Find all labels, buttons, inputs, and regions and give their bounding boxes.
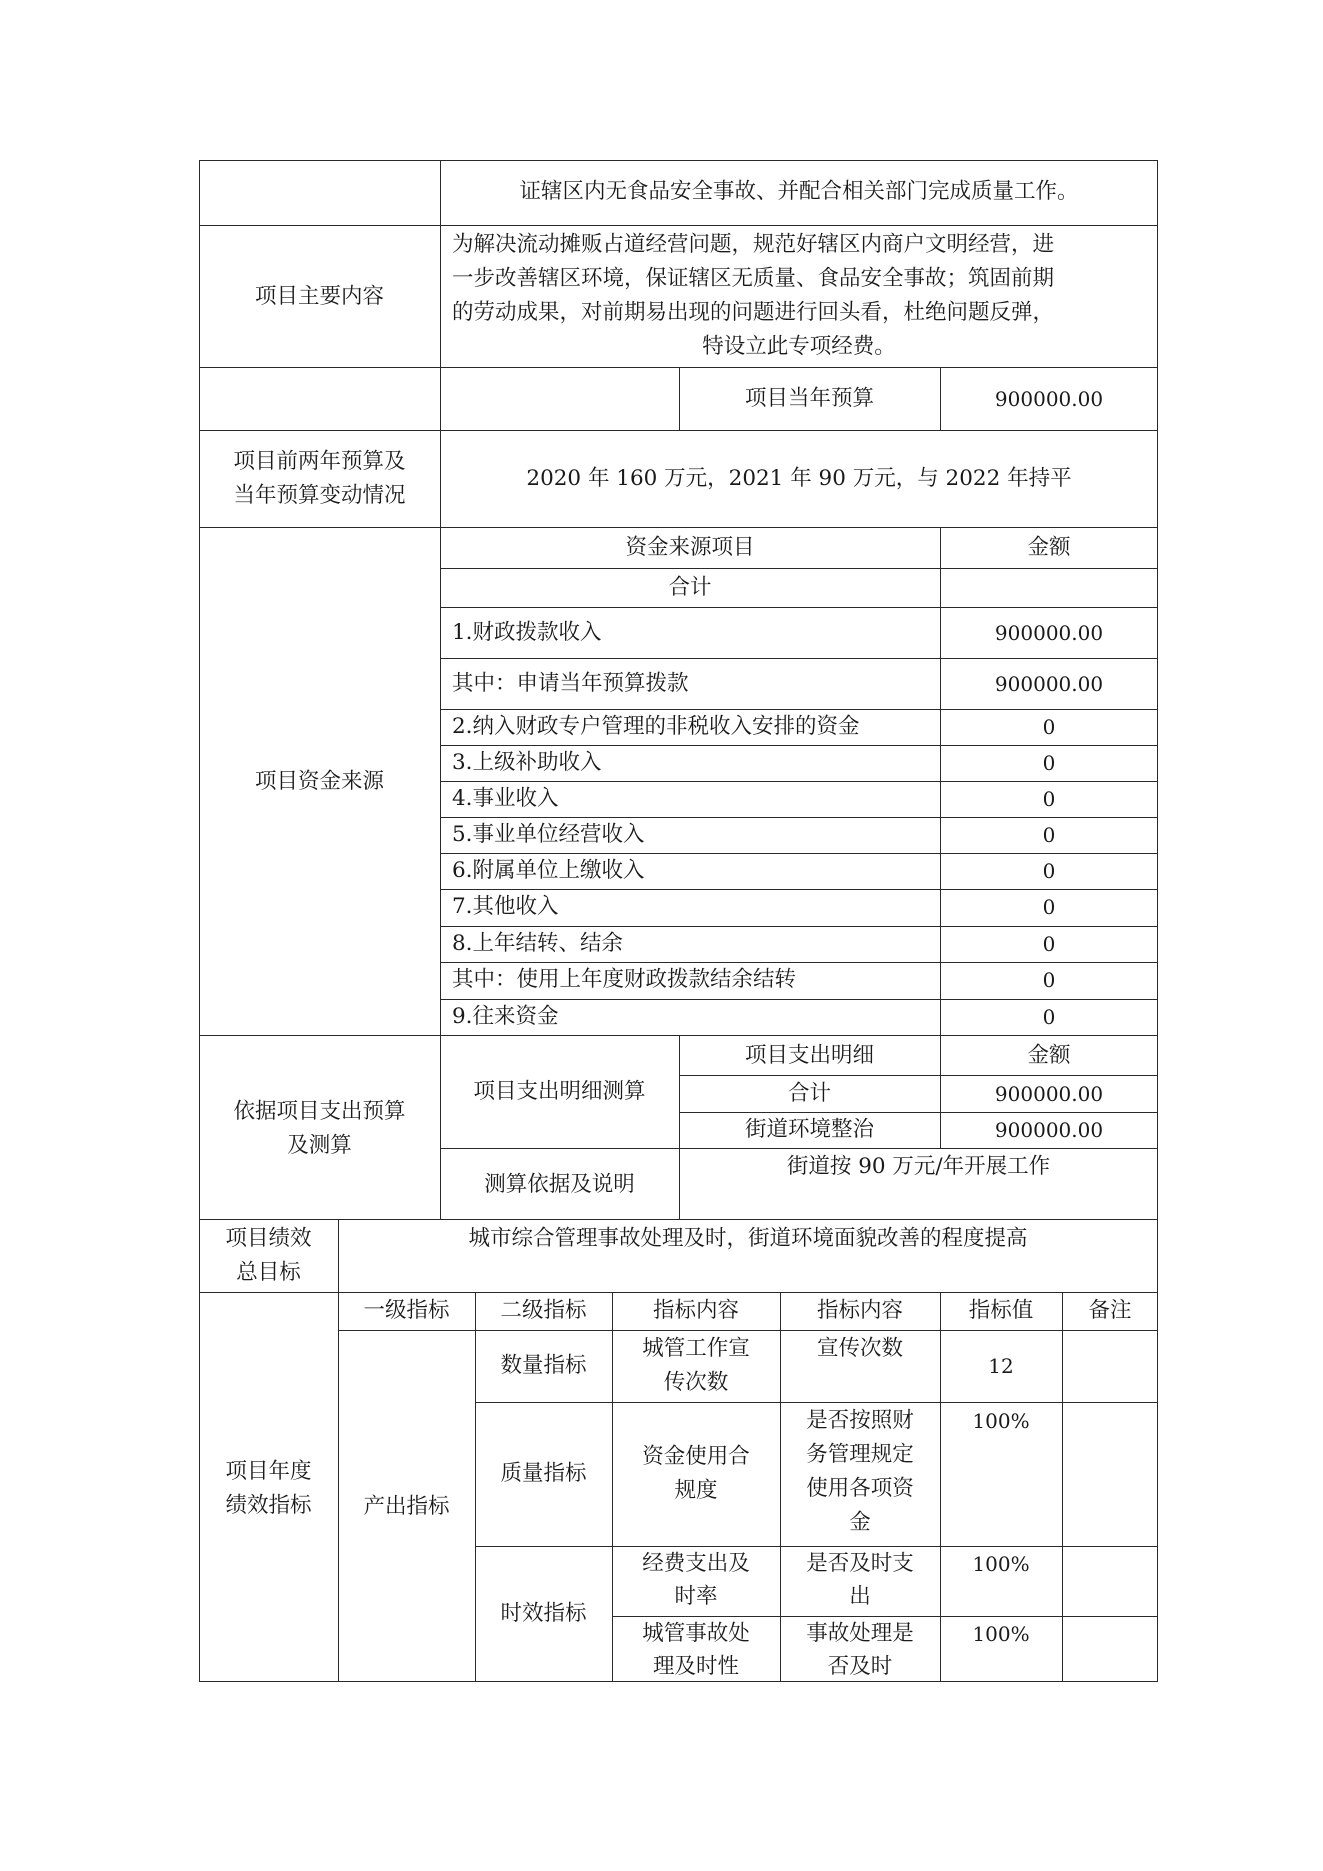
budget-label: 项目当年预算 [744,386,874,411]
funding-row-item: 5.事业单位经营收入 [452,822,645,847]
indicator-content: 城管工作宣 [642,1336,750,1361]
indicators-label-1: 项目年度 [225,1459,312,1484]
expense-basis-text: 街道按 90 万元/年开展工作 [786,1154,1051,1179]
main-content-line-3: 的劳动成果，对前期易出现的问题进行回头看，杜绝问题反弹， [452,300,1055,325]
funding-row-item: 4.事业收入 [452,786,559,811]
header-value: 指标值 [968,1298,1034,1323]
funding-row-amount: 0 [1042,751,1056,775]
header-level1: 一级指标 [363,1298,450,1323]
indicator-content: 时率 [674,1584,718,1609]
funding-row-item: 1.财政拨款收入 [452,620,602,645]
goal-label-2: 总目标 [236,1260,301,1285]
indicator-detail: 出 [849,1584,871,1609]
indicator-content: 资金使用合 [642,1444,750,1469]
funding-row-amount: 0 [1042,715,1056,739]
funding-row-item: 其中：申请当年预算拨款 [452,671,689,696]
funding-row-amount: 0 [1042,1005,1056,1029]
funding-row-item: 其中：使用上年度财政拨款结余结转 [452,967,797,992]
level2-quality: 质量指标 [500,1461,587,1486]
prev-budget-text: 2020 年 160 万元，2021 年 90 万元，与 2022 年持平 [526,466,1072,491]
top-row-text: 证辖区内无食品安全事故、并配合相关部门完成质量工作。 [519,179,1079,204]
funding-row-amount: 0 [1042,859,1056,883]
budget-value: 900000.00 [994,387,1104,411]
indicators-label-2: 绩效指标 [225,1493,312,1518]
indicator-value: 12 [988,1354,1014,1378]
funding-row-amount: 900000.00 [994,672,1104,696]
funding-total-label: 合计 [668,575,712,600]
funding-row-item: 6.附属单位上缴收入 [452,858,645,883]
indicator-detail: 金 [849,1510,871,1535]
funding-row-amount: 0 [1042,895,1056,919]
indicator-value: 100% [972,1409,1030,1433]
funding-row-amount: 0 [1042,968,1056,992]
indicator-content: 城管事故处 [642,1621,750,1646]
funding-header-item: 资金来源项目 [625,535,755,560]
goal-label-1: 项目绩效 [225,1226,312,1251]
indicator-detail: 宣传次数 [816,1336,903,1361]
indicator-content: 理及时性 [652,1654,739,1679]
indicator-content: 经费支出及 [642,1551,750,1576]
header-level2: 二级指标 [500,1298,587,1323]
funding-row-amount: 0 [1042,823,1056,847]
indicator-content: 规度 [674,1478,718,1503]
funding-row-amount: 900000.00 [994,621,1104,645]
expense-header-amount: 金额 [1027,1043,1071,1068]
expense-row-amount: 900000.00 [994,1118,1104,1142]
level2-timeliness: 时效指标 [500,1601,587,1626]
expense-header-item: 项目支出明细 [744,1043,874,1068]
main-content-line-1: 为解决流动摊贩占道经营问题，规范好辖区内商户文明经营，进 [452,232,1055,257]
funding-row-item: 3.上级补助收入 [452,750,602,775]
expense-label-1: 依据项目支出预算 [233,1099,406,1124]
funding-label: 项目资金来源 [254,769,384,794]
funding-row-item: 8.上年结转、结余 [452,931,624,956]
prev-budget-label-1: 项目前两年预算及 [233,449,406,474]
indicator-detail: 否及时 [827,1654,893,1679]
expense-row-item: 街道环境整治 [744,1117,874,1142]
header-note: 备注 [1088,1298,1132,1323]
indicator-detail: 是否按照财 [806,1408,914,1433]
expense-basis-label: 测算依据及说明 [484,1172,635,1197]
expense-row-item: 合计 [787,1081,831,1106]
prev-budget-label-2: 当年预算变动情况 [233,483,406,508]
indicator-detail: 是否及时支 [806,1551,914,1576]
indicator-content: 传次数 [663,1370,729,1395]
funding-row-item: 9.往来资金 [452,1004,559,1029]
expense-row-amount: 900000.00 [994,1082,1104,1106]
funding-row-item: 2.纳入财政专户管理的非税收入安排的资金 [452,714,860,739]
expense-label-2: 及测算 [287,1133,352,1158]
indicator-detail: 事故处理是 [806,1621,914,1646]
main-content-line-2: 一步改善辖区环境，保证辖区无质量、食品安全事故；筑固前期 [452,266,1055,291]
funding-row-amount: 0 [1042,932,1056,956]
funding-row-item: 7.其他收入 [452,894,559,919]
main-content-line-4: 特设立此专项经费。 [702,334,896,359]
indicator-value: 100% [972,1552,1030,1576]
funding-row-amount: 0 [1042,787,1056,811]
indicator-value: 100% [972,1622,1030,1646]
goal-text: 城市综合管理事故处理及时，街道环境面貌改善的程度提高 [468,1226,1028,1251]
header-content-2: 指标内容 [816,1298,903,1323]
main-content-label: 项目主要内容 [254,284,384,309]
funding-header-amount: 金额 [1027,535,1071,560]
indicator-detail: 使用各项资 [806,1476,914,1501]
indicator-detail: 务管理规定 [806,1442,914,1467]
expense-detail-label: 项目支出明细测算 [473,1079,646,1104]
header-content: 指标内容 [652,1298,739,1323]
level1-output: 产出指标 [363,1494,450,1519]
level2-quantity: 数量指标 [500,1353,587,1378]
